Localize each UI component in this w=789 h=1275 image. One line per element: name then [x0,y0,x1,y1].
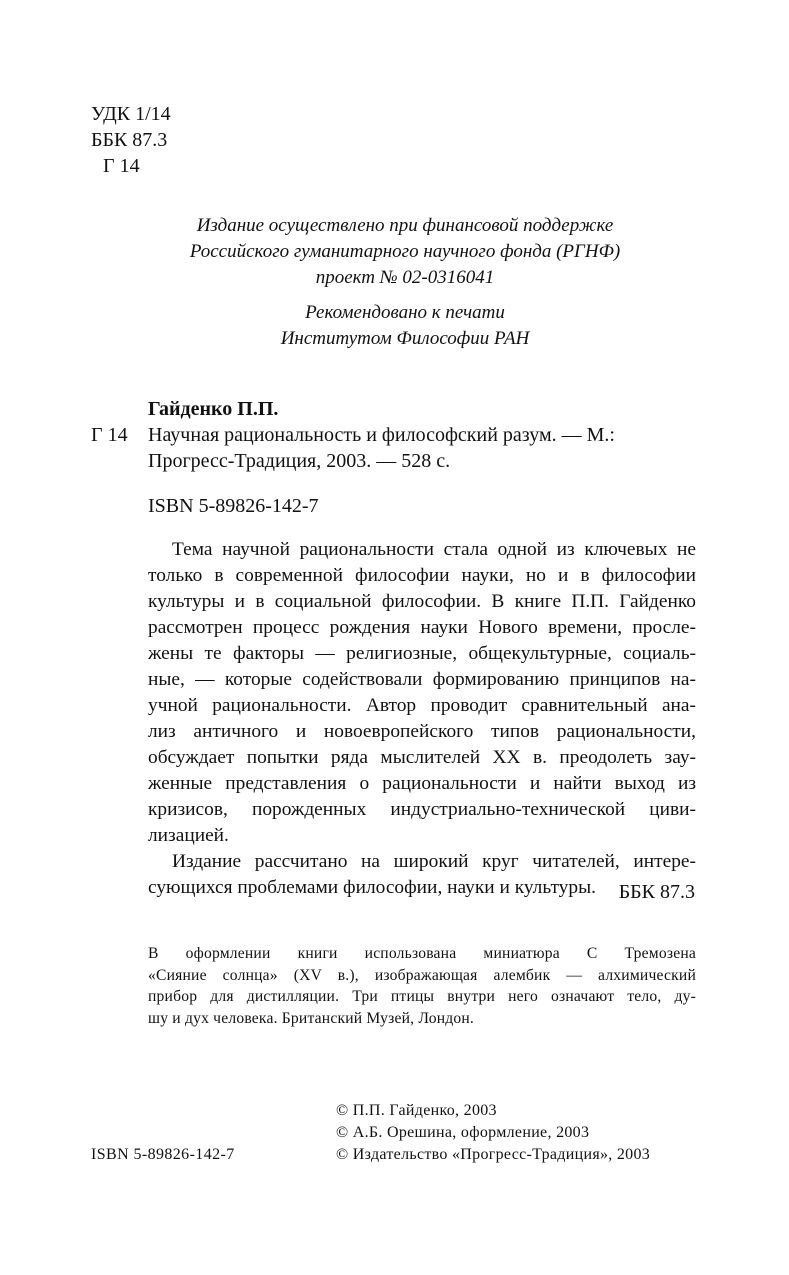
copyright-author: © П.П. Гайденко, 2003 [336,1102,497,1119]
catalog-mark: Г 14 [91,424,128,446]
catalog-author: Гайденко П.П. [148,398,279,420]
abstract-line: сующихся проблемами философии, науки и культуры. [148,877,596,898]
abstract-line: культуры и в социальной философии. В книге П.П. Гайденко [148,591,696,612]
abstract-line: жены те факторы — религиозные, общекультурные, социаль- [148,643,696,664]
abstract-line: лизацией. [148,825,229,846]
catalog-title: Научная рациональность и философский разум. — М.: [148,424,615,446]
abstract-line: учной рациональности. Автор проводит сравнительный ана- [148,695,696,716]
cover-note-line: шу и дух человека. Британский Музей, Лондон. [148,1009,475,1027]
cover-note [148,943,696,1029]
abstract-line: женные представления о рациональности и найти выход из [148,773,696,794]
udk-code: УДК 1/14 [91,103,171,125]
funding-line: проект № 02-0316041 [315,267,495,288]
catalog-isbn: ISBN 5-89826-142-7 [148,495,319,517]
funding-statement [90,213,720,291]
abstract-line: обсуждает попытки ряда мыслителей XX в. преодолеть зау- [148,747,696,768]
abstract-line: только в современной философии науки, но и в философии [148,565,696,586]
funding-line: Российского гуманитарного научного фонда (РГНФ) [189,241,621,262]
abstract-line: Тема научной рациональности стала одной из ключевых не [172,539,696,560]
abstract [148,537,696,901]
abstract-line: рассмотрен процесс рождения науки Нового времени, просле- [148,617,696,638]
abstract-line: кризисов, порожденных индустриально-технической циви- [148,799,696,820]
copyright-design: © А.Б. Орешина, оформление, 2003 [336,1124,590,1141]
bbk-code: ББК 87.3 [91,129,168,151]
recommendation-line: Институтом Философии РАН [280,328,530,349]
author-mark: Г 14 [103,155,140,177]
copyright-publisher: © Издательство «Прогресс-Традиция», 2003 [336,1146,651,1163]
funding-line: Издание осуществлено при финансовой поддержке [196,215,614,236]
abstract-bbk: ББК 87.3 [618,881,695,903]
cover-note-line: «Сияние солнца» (XV в.), изображающая алембик — алхимический [148,966,696,984]
recommendation [90,300,720,352]
recommendation-line: Рекомендовано к печати [305,302,505,323]
abstract-line: Издание рассчитано на широкий круг читателей, интере- [172,851,696,872]
cover-note-line: В оформлении книги использована миниатюра С Тремозена [148,945,696,962]
abstract-line: лиз античного и новоевропейского типов рациональности, [148,721,696,742]
cover-note-line: прибор для дистилляции. Три птицы внутри него означают тело, ду- [148,988,696,1005]
footer-isbn: ISBN 5-89826-142-7 [91,1146,235,1163]
abstract-line: ные, — которые содействовали формированию принципов на- [148,669,696,690]
catalog-publisher: Прогресс-Традиция, 2003. — 528 с. [148,450,451,472]
